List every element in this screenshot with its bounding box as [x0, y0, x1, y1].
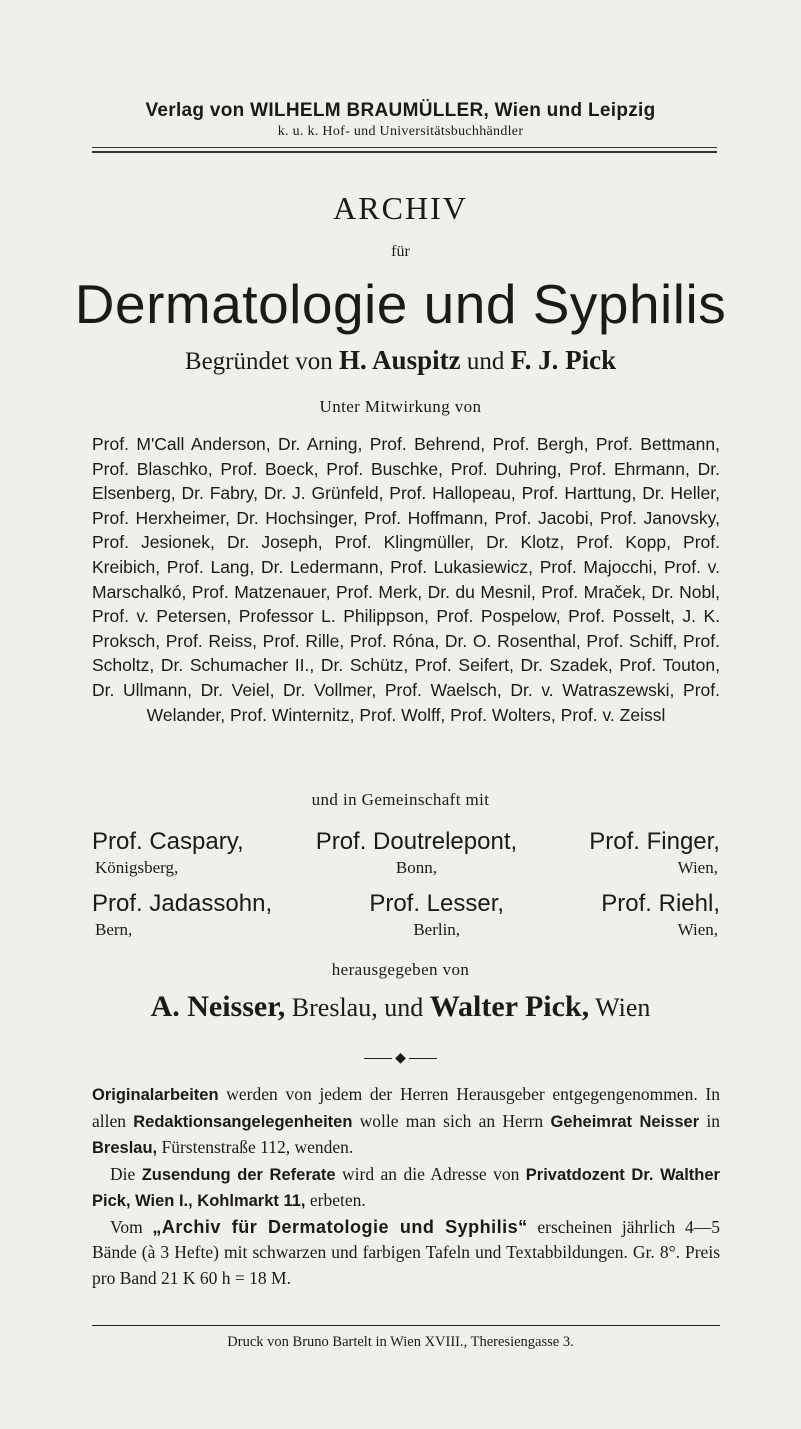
contributors-list: Prof. M'Call Anderson, Dr. Arning, Prof. Behrend, Prof. Bergh, Prof. Bettmann, Prof. Blaschko, Prof. Boeck, Prof. Buschke, Prof. Duhring, Prof. Ehrmann, Dr. Elsenberg, Dr. Fabry, Dr. J. Grünfeld, Prof. Hallopeau, Prof. Harttung, Dr. Heller, Prof. Herxheimer, Dr. Hochsinger, Prof. Hoffmann, Prof. Jacobi, Prof. Janovsky, Prof. Jesionek, Dr. Joseph, Prof. Klingmüller, Dr. Klotz, Prof. Kopp, Prof. Kreibich, Prof. Lang, Dr. Ledermann, Prof. Lukasiewicz, Prof. Majocchi, Prof. v. Marschalkó, Prof. Matzenauer, Prof. Merk, Dr. du Mesnil, Prof. Mraček, Dr. Nobl, Prof. v. Petersen, Professor L. Philippson, Prof. Pospelow, Prof. Posselt, J. K. Proksch, Prof. Reiss, Prof. Rille, Prof. Róna, Dr. O. Rosenthal, Prof. Schiff, Prof. Scholtz, Dr. Schumacher II., Dr. Schütz, Prof. Seifert, Dr. Szadek, Prof. Touton, Dr. Ullmann, Dr. Veiel, Dr. Vollmer, Prof. Waelsch, Dr. v. Watraszewski, Prof. Welander, Prof. Winternitz, Prof. Wolff, Prof. Wolters, Prof. v. Zeissl	[92, 434, 720, 725]
chief-editor-2-city: Wien	[595, 993, 651, 1022]
editor-city: Wien,	[677, 858, 718, 877]
editor-caspary	[92, 828, 244, 878]
editor-city: Bonn,	[395, 858, 437, 877]
journal-title: Dermatologie und Syphilis	[74, 273, 727, 335]
editor-doutrelepont	[316, 828, 517, 878]
chief-editor-1: A. Neisser,	[150, 990, 286, 1023]
cooperation-label: Unter Mitwirkung von	[319, 397, 482, 416]
publisher-line: Verlag von WILHELM BRAUMÜLLER, Wien und Leipzig	[145, 100, 656, 121]
chief-editor-2: Walter Pick,	[429, 990, 590, 1023]
header-double-rule	[92, 147, 717, 153]
published-by-label: herausgegeben von	[331, 960, 470, 979]
editors-row-2	[92, 890, 720, 940]
editor-jadassohn	[92, 890, 272, 940]
footer-rule	[92, 1325, 720, 1326]
archiv-heading: ARCHIV	[333, 190, 468, 226]
publisher-subline: k. u. k. Hof- und Universitätsbuchhändler	[277, 124, 524, 139]
editor-city: Königsberg,	[95, 858, 179, 877]
editor-city: Bern,	[95, 920, 133, 939]
editor-name: Prof. Riehl,	[601, 890, 720, 917]
editor-riehl	[601, 890, 720, 940]
notice-paragraph-2: Die Zusendung der Referate wird an die Adresse von Privatdozent Dr. Walther Pick, Wien I., Kohlmarkt 11, erbeten.	[92, 1163, 720, 1210]
editor-finger	[589, 828, 720, 878]
ornament-divider-icon: ◆	[0, 1050, 801, 1067]
founder-1: H. Auspitz	[339, 345, 461, 375]
editors-row-1	[92, 828, 720, 878]
chief-editor-1-city: Breslau, und	[291, 993, 424, 1022]
printer-line: Druck von Bruno Bartelt in Wien XVIII., Theresiengasse 3.	[227, 1334, 574, 1350]
notice-paragraph-1: Originalarbeiten werden von jedem der Herren Herausgeber entgegengenommen. In allen Redaktionsangelegenheiten wolle man sich an Herrn Geheimrat Neisser in Breslau, Fürstenstraße 112, wenden.	[92, 1084, 721, 1157]
editor-city: Wien,	[677, 920, 718, 939]
editor-city: Berlin,	[413, 920, 461, 939]
chief-editors-line	[0, 990, 801, 1024]
community-label: und in Gemeinschaft mit	[311, 790, 490, 809]
founder-2: F. J. Pick	[510, 345, 617, 375]
editor-name: Prof. Caspary,	[92, 828, 244, 855]
fuer-word: für	[391, 243, 410, 260]
editor-name: Prof. Jadassohn,	[92, 890, 273, 917]
notice-block	[92, 1082, 720, 1291]
editor-name: Prof. Doutrelepont,	[315, 828, 518, 855]
editor-name: Prof. Finger,	[589, 828, 720, 855]
founded-line	[0, 345, 801, 376]
editor-name: Prof. Lesser,	[369, 890, 505, 917]
notice-paragraph-3: Vom „Archiv für Dermatologie und Syphilis“ erscheinen jährlich 4—5 Bände (à 3 Hefte) mit schwarzen und farbigen Tafeln und Textabbildungen. Gr. 8°. Preis pro Band 21 K 60 h = 18 M.	[92, 1216, 720, 1288]
editor-lesser	[369, 890, 504, 940]
founded-prefix: Begründet von	[184, 348, 333, 375]
founded-conj: und	[466, 348, 505, 375]
